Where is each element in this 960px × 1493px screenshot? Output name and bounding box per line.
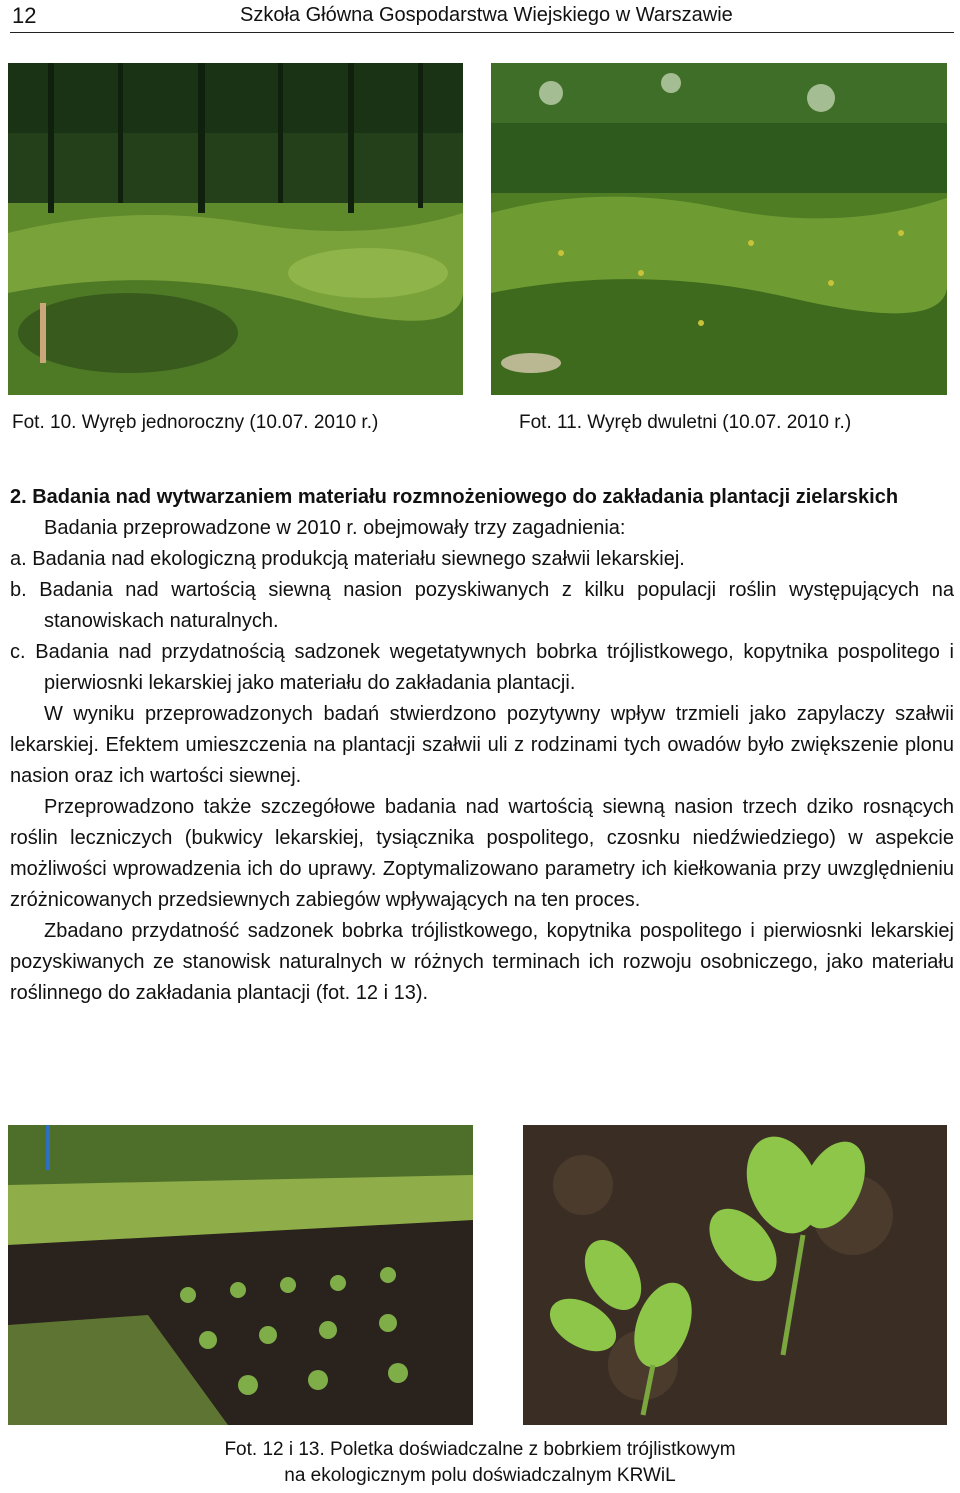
caption-line-1: Fot. 12 i 13. Poletka doświadczalne z bobrkiem trójlistkowym [224,1439,736,1460]
list-item-b: b. Badania nad wartością siewną nasion pozyskiwanych z kilku populacji roślin występujących na stanowiskach naturalnych. [10,579,954,632]
caption-line-2: na ekologicznym polu doświadczalnym KRWiL [284,1465,676,1486]
section-body [10,482,954,1009]
photo-experimental-plot [8,1125,473,1425]
photo-bogbean-seedlings [523,1125,947,1425]
page-number: 12 [12,3,37,28]
section-heading: 2. Badania nad wytwarzaniem materiału rozmnożeniowego do zakładania plantacji zielarskich [10,486,899,508]
photo-11-caption: Fot. 11. Wyręb dwuletni (10.07. 2010 r.) [519,412,852,433]
paragraph-seed-value: Przeprowadzono także szczegółowe badania nad wartością siewną nasion trzech dziko rosnących roślin leczniczych (bukwicy lekarskiej, tysiącznika pospolitego, czosnku niedźwiedziego) w aspekcie możliwości wprowadzenia ich do uprawy. Zoptymalizowano parametry ich kiełkowania przy uwzględnieniu zróżnicowanych przedsiewnych zabiegów wpływających na ten proces. [10,796,954,911]
paragraph-cuttings: Zbadano przydatność sadzonek bobrka trójlistkowego, kopytnika pospolitego i pierwiosnki lekarskiej pozyskiwanych ze stanowisk naturalnych w różnych terminach ich rozwoju osobniczego, jako materiału roślinnego do zakładania plantacji (fot. 12 i 13). [10,920,954,1004]
list-item-c: c. Badania nad przydatnością sadzonek wegetatywnych bobrka trójlistkowego, kopytnika pospolitego i pierwiosnki lekarskiej jako materiału do zakładania plantacji. [10,641,954,694]
photo-one-year-clearing [8,63,463,395]
paragraph-bumblebees: W wyniku przeprowadzonych badań stwierdzono pozytywny wpływ trzmieli jako zapylaczy szałwii lekarskiej. Efektem umieszczenia na plantacji szałwii uli z rodzinami tych owadów było zwiększenie plonu nasion oraz ich wartości siewnej. [10,703,954,787]
photo-two-year-clearing [491,63,947,395]
running-title: Szkoła Główna Gospodarstwa Wiejskiego w Warszawie [240,4,733,26]
photo-12-13-caption [0,1437,960,1489]
list-item-a: a. Badania nad ekologiczną produkcją materiału siewnego szałwii lekarskiej. [10,548,685,570]
page-header [10,0,954,33]
photo-10-caption: Fot. 10. Wyręb jednoroczny (10.07. 2010 r.) [12,412,379,433]
section-intro: Badania przeprowadzone w 2010 r. obejmowały trzy zagadnienia: [44,517,626,539]
